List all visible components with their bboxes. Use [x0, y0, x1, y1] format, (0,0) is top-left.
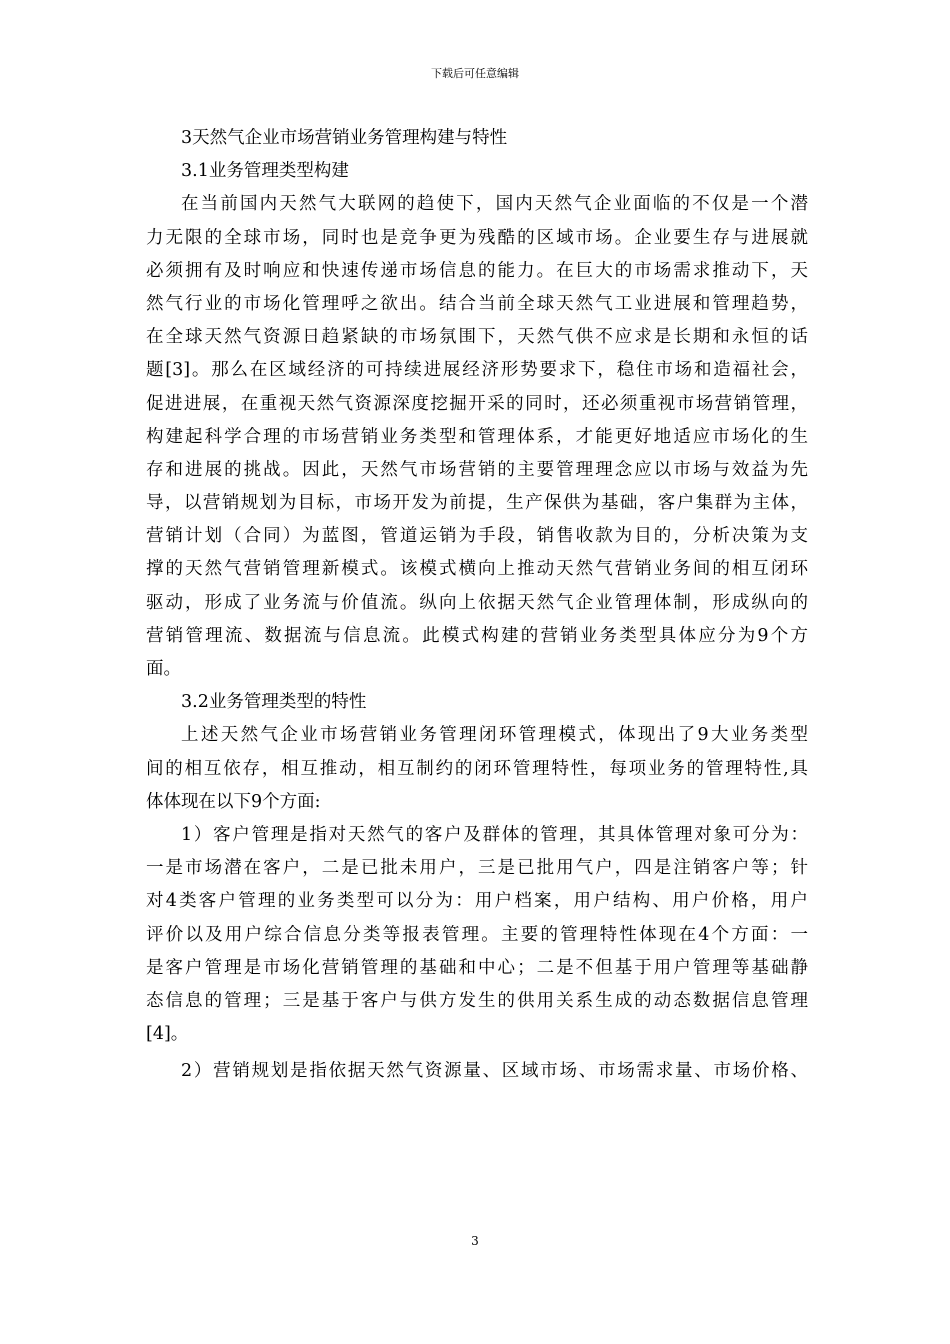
text-line: 体体现在以下9个方面: — [146, 791, 321, 812]
text-line: 一是市场潜在客户，二是已批未用户，三是已批用气户，四是注销客户等；针 — [146, 858, 808, 879]
page-header: 下载后可任意编辑 — [431, 67, 519, 80]
text-line: 导，以营销规划为目标，市场开发为前提，生产保供为基础，客户集群为主体， — [146, 493, 808, 514]
text-line: 3.2业务管理类型的特性 — [181, 692, 367, 713]
text-line: 态信息的管理；三是基于客户与供方发生的供用关系生成的动态数据信息管理 — [146, 990, 808, 1011]
text-line: 构建起科学合理的市场营销业务类型和管理体系，才能更好地适应市场化的生 — [146, 426, 808, 447]
text-line: 3天然气企业市场营销业务管理构建与特性 — [181, 128, 508, 148]
text-line: 面。 — [146, 659, 181, 679]
text-line: 撑的天然气营销管理新模式。该模式横向上推动天然气营销业务间的相互闭环 — [146, 559, 808, 580]
text-line: 1）客户管理是指对天然气的客户及群体的管理，其具体管理对象可分为： — [181, 824, 808, 845]
text-line: 在全球天然气资源日趋紧缺的市场氛围下，天然气供不应求是长期和永恒的话 — [146, 327, 808, 348]
text-line: 力无限的全球市场，同时也是竞争更为残酷的区域市场。企业要生存与进展就 — [146, 227, 808, 248]
text-line: 对4类客户管理的业务类型可以分为：用户档案，用户结构、用户价格，用户 — [146, 891, 808, 912]
text-line: 题[3]。那么在区域经济的可持续进展经济形势要求下，稳住市场和造福社会， — [146, 360, 808, 381]
text-line: 是客户管理是市场化营销管理的基础和中心；二是不但基于用户管理等基础静 — [146, 957, 808, 978]
text-line: 评价以及用户综合信息分类等报表管理。主要的管理特性体现在4个方面：一 — [146, 924, 808, 945]
text-line: 必须拥有及时响应和快速传递市场信息的能力。在巨大的市场需求推动下，天 — [146, 260, 808, 281]
text-line: 2）营销规划是指依据天然气资源量、区域市场、市场需求量、市场价格、 — [181, 1061, 808, 1082]
text-line: 促进进展，在重视天然气资源深度挖掘开采的同时，还必须重视市场营销管理， — [146, 393, 808, 414]
text-line: 在当前国内天然气大联网的趋使下，国内天然气企业面临的不仅是一个潜 — [181, 194, 808, 215]
text-line: 然气行业的市场化管理呼之欲出。结合当前全球天然气工业进展和管理趋势， — [146, 293, 808, 314]
text-line: 营销管理流、数据流与信息流。此模式构建的营销业务类型具体应分为9个方 — [146, 625, 808, 646]
text-line: 3.1业务管理类型构建 — [181, 161, 349, 182]
text-line: 间的相互依存，相互推动，相互制约的闭环管理特性，每项业务的管理特性,具 — [146, 758, 808, 779]
text-line: 营销计划（合同）为蓝图，管道运销为手段，销售收款为目的，分析决策为支 — [146, 526, 808, 547]
page-number: 3 — [471, 1234, 479, 1248]
text-line: 存和进展的挑战。因此，天然气市场营销的主要管理理念应以市场与效益为先 — [146, 459, 808, 480]
text-line: 上述天然气企业市场营销业务管理闭环管理模式，体现出了9大业务类型 — [181, 725, 808, 746]
body-text — [146, 122, 808, 1088]
text-line: [4]。 — [146, 1024, 189, 1045]
text-line: 驱动，形成了业务流与价值流。纵向上依据天然气企业管理体制，形成纵向的 — [146, 592, 808, 613]
